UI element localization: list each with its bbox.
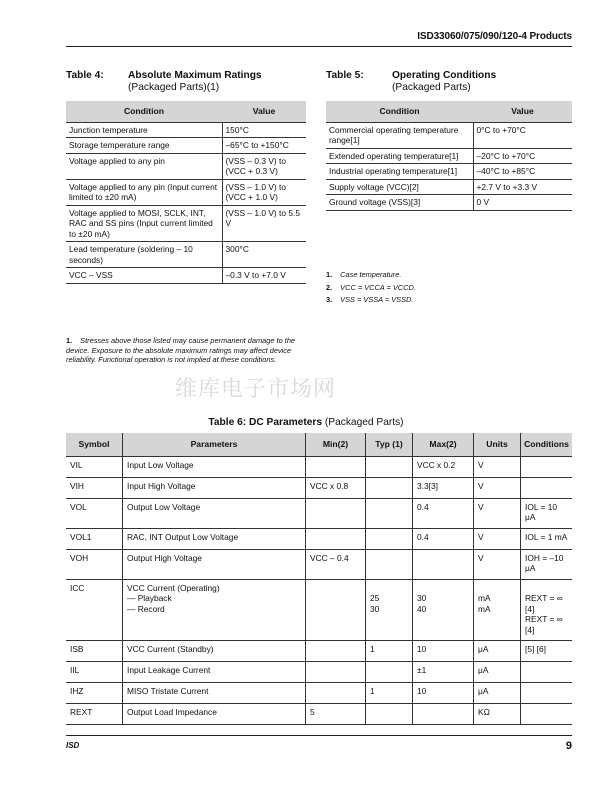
table4-note: [66, 336, 296, 365]
table6-max: 10: [413, 683, 474, 704]
table6-units: μA: [474, 683, 521, 704]
table4-value: (VSS – 1.0 V) to (VCC + 1.0 V): [222, 179, 306, 205]
table6-max: [413, 549, 474, 579]
table6-max: 0.4: [413, 498, 474, 528]
table4-row: [66, 268, 306, 284]
table6-typ: [366, 549, 413, 579]
table4-header-condition: Condition: [66, 101, 222, 122]
table4-row: [66, 122, 306, 138]
table6-param: MISO Tristate Current: [123, 683, 306, 704]
table6-header-1: Parameters: [123, 433, 306, 456]
table5-condition: Industrial operating temperature[1]: [326, 164, 473, 180]
note-text: VSS = VSSA = VSSD.: [340, 295, 414, 305]
table6-min: 5: [306, 704, 366, 725]
table6-min: [306, 662, 366, 683]
table4-value: 150°C: [222, 122, 306, 138]
table4-condition: Voltage applied to any pin: [66, 153, 222, 179]
table4-caption: [66, 70, 262, 93]
table6-header-3: Typ (1): [366, 433, 413, 456]
table6-max: [413, 704, 474, 725]
table6-min: [306, 528, 366, 549]
table6-header-row: [66, 433, 572, 456]
table6-symbol: IHZ: [66, 683, 123, 704]
table6-header-4: Max(2): [413, 433, 474, 456]
table5-title: Operating Conditions: [392, 70, 497, 81]
table6-param: Output Load Impedance: [123, 704, 306, 725]
table6-typ: [366, 528, 413, 549]
table6-max: 3.3[3]: [413, 477, 474, 498]
table4-row: [66, 205, 306, 242]
table6-units: V: [474, 549, 521, 579]
table4-row: [66, 179, 306, 205]
table6-row: [66, 641, 572, 662]
table6-param: Input Leakage Current: [123, 662, 306, 683]
table6-units: μA: [474, 662, 521, 683]
table6-symbol: ISB: [66, 641, 123, 662]
table5-subtitle: (Packaged Parts): [392, 82, 471, 93]
table6-units: mA mA: [474, 579, 521, 641]
header-rule: [66, 46, 572, 47]
table6-symbol: VIH: [66, 477, 123, 498]
table6-min: [306, 641, 366, 662]
table5-value: 0°C to +70°C: [473, 122, 572, 148]
table6-subtitle: (Packaged Parts): [324, 417, 404, 428]
table6-cond: [521, 704, 573, 725]
table5-body: [326, 122, 572, 210]
table5-value: +2.7 V to +3.3 V: [473, 179, 572, 195]
table6-header-6: Conditions: [521, 433, 573, 456]
table5-row: [326, 148, 572, 164]
table6-body: [66, 456, 572, 725]
table5-condition: Supply voltage (VCC)[2]: [326, 179, 473, 195]
table6-header-0: Symbol: [66, 433, 123, 456]
table6-cond: IOL = 10 μA: [521, 498, 573, 528]
table6-row: [66, 662, 572, 683]
table6: [66, 433, 572, 725]
table6-param: Output High Voltage: [123, 549, 306, 579]
table4-condition: Lead temperature (soldering – 10 seconds): [66, 242, 222, 268]
table6-min: [306, 683, 366, 704]
table5-row: [326, 195, 572, 211]
table6-max: 30 40: [413, 579, 474, 641]
table6-min: VCC x 0.8: [306, 477, 366, 498]
table4-row: [66, 153, 306, 179]
footer-brand: ISD: [66, 741, 80, 750]
table6-cond: IOL = 1 mA: [521, 528, 573, 549]
table6-typ: 1: [366, 683, 413, 704]
table4-row: [66, 242, 306, 268]
table6-typ: 1: [366, 641, 413, 662]
table4-row: [66, 138, 306, 154]
table5-notes: [326, 270, 566, 308]
table6-caption: [0, 417, 612, 428]
table6-symbol: REXT: [66, 704, 123, 725]
table5-note: [326, 270, 566, 280]
table5-value: –20°C to +70°C: [473, 148, 572, 164]
table4: [66, 101, 306, 284]
table5-note: [326, 283, 566, 293]
table6-cond: [521, 683, 573, 704]
table4-number: Table 4:: [66, 70, 104, 81]
table6-typ: [366, 662, 413, 683]
table6-typ: [366, 456, 413, 477]
table5-condition: Extended operating temperature[1]: [326, 148, 473, 164]
table6-symbol: IIL: [66, 662, 123, 683]
table4-notes: [66, 336, 296, 365]
table6-typ: 25 30: [366, 579, 413, 641]
table6-header-2: Min(2): [306, 433, 366, 456]
table6-units: V: [474, 498, 521, 528]
table6-row: [66, 477, 572, 498]
table6-param: Input High Voltage: [123, 477, 306, 498]
table4-subtitle: (Packaged Parts)(1): [128, 82, 220, 93]
table4-value: –0.3 V to +7.0 V: [222, 268, 306, 284]
table4-body: [66, 122, 306, 283]
table4-title: Absolute Maximum Ratings: [128, 70, 262, 81]
table6-param: Input Low Voltage: [123, 456, 306, 477]
table5-header-value: Value: [473, 101, 572, 122]
table6-title: Table 6: DC Parameters: [208, 417, 323, 428]
table6-units: V: [474, 528, 521, 549]
table5-caption: [326, 70, 496, 93]
table5-header-condition: Condition: [326, 101, 473, 122]
table6-param: RAC, INT Output Low Voltage: [123, 528, 306, 549]
table4-condition: Voltage applied to MOSI, SCLK, INT, RAC and SS pins (Input current limited to ±20 mA): [66, 205, 222, 242]
header-product-line: ISD33060/075/090/120-4 Products: [417, 31, 572, 42]
table6-max: VCC x 0.2: [413, 456, 474, 477]
table5-condition: Commercial operating temperature range[1]: [326, 122, 473, 148]
table6-max: 10: [413, 641, 474, 662]
table4-value: –65°C to +150°C: [222, 138, 306, 154]
table6-symbol: VOL: [66, 498, 123, 528]
table6-row: [66, 456, 572, 477]
table6-units: V: [474, 477, 521, 498]
table6-min: [306, 498, 366, 528]
table6-typ: [366, 498, 413, 528]
table6-symbol: ICC: [66, 579, 123, 641]
table6-max: ±1: [413, 662, 474, 683]
table5: [326, 101, 572, 211]
table4-header-value: Value: [222, 101, 306, 122]
table6-row: [66, 579, 572, 641]
note-number: 3.: [326, 295, 333, 305]
note-number: 1.: [66, 336, 73, 345]
table5-row: [326, 179, 572, 195]
table6-cond: IOH = –10 μA: [521, 549, 573, 579]
table6-row: [66, 704, 572, 725]
watermark: 维库电子市场网: [175, 377, 337, 402]
table6-row: [66, 683, 572, 704]
table6-header-5: Units: [474, 433, 521, 456]
table6-param: VCC Current (Standby): [123, 641, 306, 662]
table5-row: [326, 164, 572, 180]
table6-units: V: [474, 456, 521, 477]
table6-min: [306, 456, 366, 477]
table5-value: 0 V: [473, 195, 572, 211]
table6-typ: [366, 477, 413, 498]
table6-typ: [366, 704, 413, 725]
table6-symbol: VOL1: [66, 528, 123, 549]
table4-condition: Storage temperature range: [66, 138, 222, 154]
footer-rule: [66, 735, 572, 736]
table4-value: (VSS – 1.0 V) to 5.5 V: [222, 205, 306, 242]
table6-units: μA: [474, 641, 521, 662]
table6-row: [66, 549, 572, 579]
table6-min: [306, 579, 366, 641]
table6-units: KΩ: [474, 704, 521, 725]
table6-cond: [521, 456, 573, 477]
table5-condition: Ground voltage (VSS)[3]: [326, 195, 473, 211]
table6-cond: [521, 662, 573, 683]
table6-symbol: VOH: [66, 549, 123, 579]
table4-value: 300°C: [222, 242, 306, 268]
table4-condition: Voltage applied to any pin (Input current limited to ±20 mA): [66, 179, 222, 205]
table6-row: [66, 498, 572, 528]
table5-number: Table 5:: [326, 70, 364, 81]
table4-value: (VSS – 0.3 V) to (VCC + 0.3 V): [222, 153, 306, 179]
note-number: 1.: [326, 270, 333, 279]
table6-min: VCC – 0.4: [306, 549, 366, 579]
note-text: Case temperature.: [340, 270, 402, 279]
table6-cond: [521, 477, 573, 498]
table4-condition: Junction temperature: [66, 122, 222, 138]
table6-cond: [5] [6]: [521, 641, 573, 662]
table6-param: VCC Current (Operating) — Playback — Record: [123, 579, 306, 641]
note-text: Stresses above those listed may cause permanent damage to the device. Exposure to the absolute maximum ratings may affect device reliability. Functional operation is not implied at these conditions.: [66, 336, 296, 365]
table6-row: [66, 528, 572, 549]
table6-param: Output Low Voltage: [123, 498, 306, 528]
table6-cond: REXT = ∞ [4] REXT = ∞ [4]: [521, 579, 573, 641]
table5-value: –40°C to +85°C: [473, 164, 572, 180]
table6-symbol: VIL: [66, 456, 123, 477]
note-text: VCC = VCCA = VCCD.: [340, 282, 416, 292]
note-number: 2.: [326, 282, 333, 292]
table5-row: [326, 122, 572, 148]
table4-condition: VCC – VSS: [66, 268, 222, 284]
table6-max: 0.4: [413, 528, 474, 549]
page-number: 9: [565, 740, 572, 752]
table5-note: [326, 295, 566, 305]
